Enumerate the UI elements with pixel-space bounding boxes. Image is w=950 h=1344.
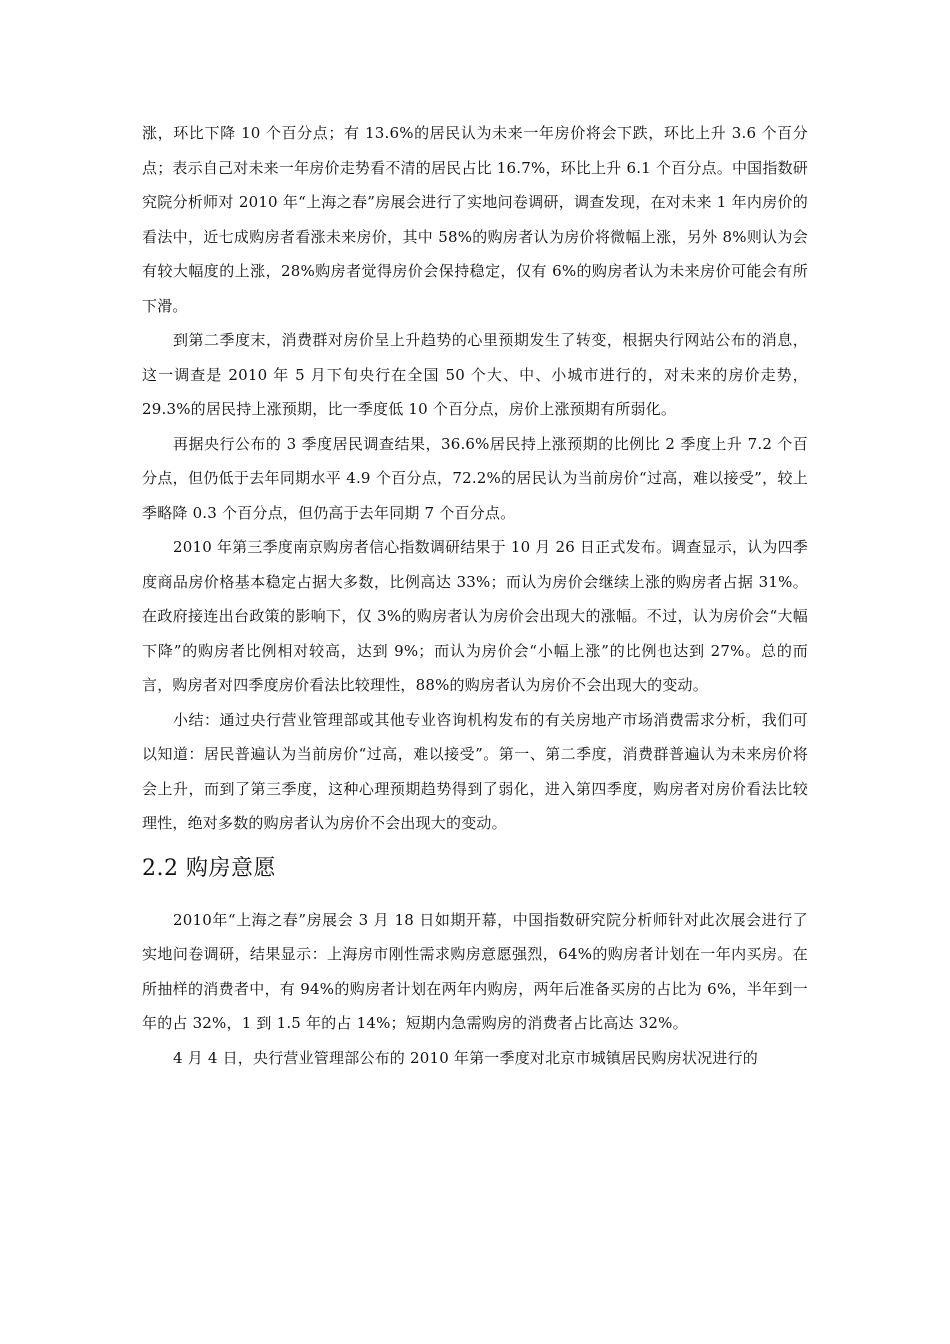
paragraph-summary: 小结：通过央行营业管理部或其他专业咨询机构发布的有关房地产市场消费需求分析，我们可以知道：居民普遍认为当前房价“过高，难以接受”。第一、第二季度，消费群普遍认为未来房价将会上升，而到了第三季度，这种心理预期趋势得到了弱化，进入第四季度，购房者对房价看法比较理性，绝对多数的购房者认为房价不会出现大的变动。	[142, 710, 808, 832]
paragraph-q3-survey: 再据央行公布的 3 季度居民调查结果，36.6%居民持上涨预期的比例比 2 季度上升 7.2 个百分点，但仍低于去年同期水平 4.9 个百分点，72.2%的居民认为当前房价“过高，难以接受”，较上季略降 0.3 个百分点，但仍高于去年同期 7 个百分点。	[142, 434, 808, 522]
paragraph-shanghai-spring: 2010年“上海之春”房展会 3 月 18 日如期开幕，中国指数研究院分析师针对此次展会进行了实地问卷调研，结果显示：上海房市刚性需求购房意愿强烈，64%的购房者计划在一年内买房。在所抽样的消费者中，有 94%的购房者计划在两年内购房，两年后准备买房的占比为 6%，半年到一年的占 32%，1 到 1.5 年的占 14%；短期内急需购房的消费者占比高达 32%。	[142, 910, 808, 1032]
document-body	[142, 116, 808, 1075]
paragraph-continuation: 涨，环比下降 10 个百分点；有 13.6%的居民认为未来一年房价将会下跌，环比上升 3.6 个百分点；表示自己对未来一年房价走势看不清的居民占比 16.7%，环比上升 6.1 个百分点。中国指数研究院分析师对 2010 年“上海之春”房展会进行了实地问卷调研，调查发现，在对未来 1 年内房价的看法中，近七成购房者看涨未来房价，其中 58%的购房者认为房价将微幅上涨，另外 8%则认为会有较大幅度的上涨，28%购房者觉得房价会保持稳定，仅有 6%的购房者认为未来房价可能会有所下滑。	[142, 124, 808, 315]
section-heading: 2.2 购房意愿	[142, 855, 276, 881]
paragraph-nanjing-confidence: 2010 年第三季度南京购房者信心指数调研结果于 10 月 26 日正式发布。调查显示，认为四季度商品房价格基本稳定占据大多数，比例高达 33%；而认为房价会继续上涨的购房者占据 31%。在政府接连出台政策的影响下，仅 3%的购房者认为房价会出现大的涨幅。不过，认为房价会“大幅下降”的购房者比例相对较高，达到 9%；而认为房价会“小幅上涨”的比例也达到 27%。总的而言，购房者对四季度房价看法比较理性，88%的购房者认为房价不会出现大的变动。	[142, 538, 808, 694]
paragraph-beijing-survey: 4 月 4 日，央行营业管理部公布的 2010 年第一季度对北京市城镇居民购房状况进行的	[173, 1048, 758, 1067]
paragraph-q2-expectation: 到第二季度末，消费群对房价呈上升趋势的心里预期发生了转变，根据央行网站公布的消息，这一调查是 2010 年 5 月下旬央行在全国 50 个大、中、小城市进行的，对未来的房价走势，29.3%的居民持上涨预期，比一季度低 10 个百分点，房价上涨预期有所弱化。	[142, 331, 808, 418]
